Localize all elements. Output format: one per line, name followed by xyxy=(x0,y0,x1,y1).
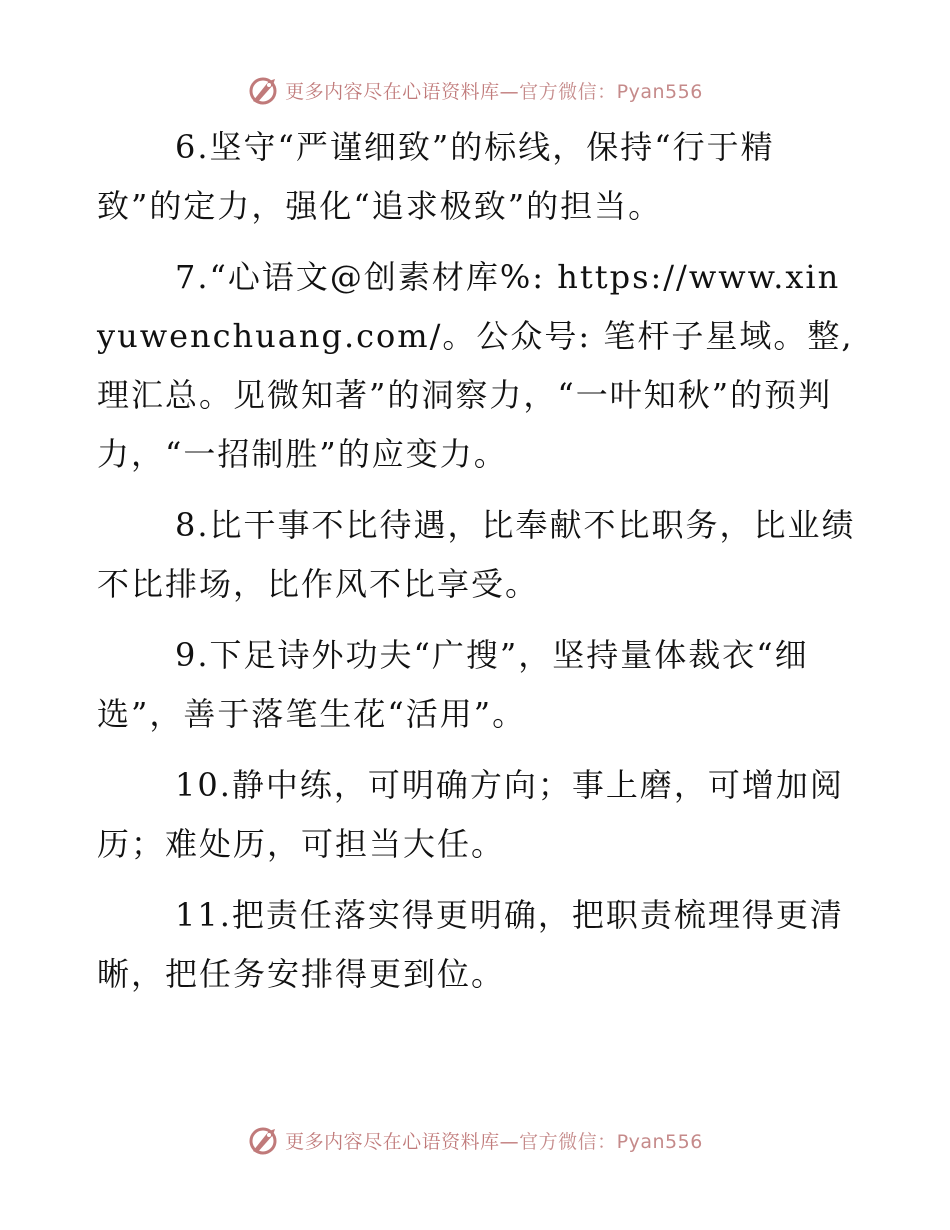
watermark-main-text: 更多内容尽在心语资料库 xyxy=(285,80,500,103)
watermark-main-text: 更多内容尽在心语资料库 xyxy=(285,1130,500,1153)
paragraph-8: 8.比干事不比待遇，比奉献不比职务，比业绩不比排场，比作风不比享受。 xyxy=(97,506,856,603)
watermark-text xyxy=(285,1127,703,1154)
watermark-dash: — xyxy=(499,1130,520,1153)
paragraph-10: 10.静中练，可明确方向；事上磨，可增加阅历；难处历，可担当大任。 xyxy=(97,766,844,863)
document-body xyxy=(97,118,857,1016)
pen-nib-circle-icon xyxy=(247,73,281,107)
watermark-text xyxy=(285,77,703,104)
watermark-dash: — xyxy=(499,80,520,103)
paragraph-7: 7.“心语文@创素材库%: https://www.xinyuwenchuang.com/。公众号: 笔杆子星域。整,理汇总。见微知著”的洞察力，“一叶知秋”的预判力，“一招制胜”的应变力。 xyxy=(97,258,854,473)
header-watermark xyxy=(0,70,950,110)
watermark-wechat-text: 官方微信：Pyan556 xyxy=(519,1130,703,1153)
paragraph-11: 11.把责任落实得更明确，把职责梳理得更清晰，把任务安排得更到位。 xyxy=(97,896,844,993)
watermark-wechat-text: 官方微信：Pyan556 xyxy=(519,80,703,103)
paragraph-9: 9.下足诗外功夫“广搜”，坚持量体裁衣“细选”，善于落笔生花“活用”。 xyxy=(97,636,809,733)
pen-nib-circle-icon xyxy=(247,1123,281,1157)
footer-watermark xyxy=(0,1120,950,1160)
paragraph-6: 6.坚守“严谨细致”的标线，保持“行于精致”的定力，强化“追求极致”的担当。 xyxy=(97,128,775,225)
